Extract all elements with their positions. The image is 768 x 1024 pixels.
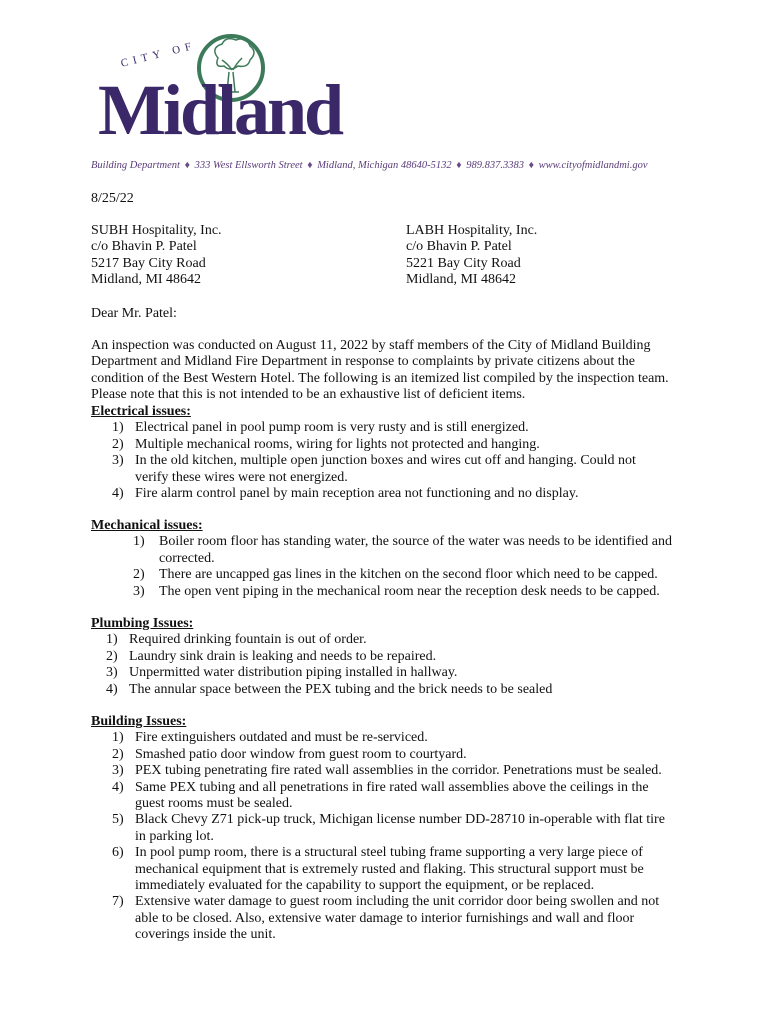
city-of-label: CITY OF (119, 39, 198, 70)
list-item: 3) PEX tubing penetrating fire rated wall assemblies in the corridor. Penetrations must be sealed. (112, 763, 662, 779)
mechanical-section (91, 518, 691, 600)
street-address: 333 West Ellsworth Street (194, 160, 303, 171)
list-item: 4) The annular space between the PEX tubing and the brick needs to be sealed (106, 681, 553, 697)
issue-list (91, 632, 691, 698)
city-name-wordmark: Midland (98, 70, 342, 150)
bullet-icon: ♦ (456, 160, 462, 171)
section-heading: Building Issues: (91, 714, 187, 729)
list-item: 2) Smashed patio door window from guest room to courtyard. (112, 746, 467, 762)
letterhead-contact-line (91, 160, 731, 171)
website-link[interactable]: www.cityofmidlandmi.gov (538, 160, 648, 171)
city-state-zip: Midland, Michigan 48640-5132 (317, 160, 452, 171)
list-item: 2) Laundry sink drain is leaking and needs to be repaired. (106, 648, 437, 664)
list-item: 5) Black Chevy Z71 pick-up truck, Michigan license number DD-28710 in-operable with flat tire in parking lot. (112, 812, 665, 844)
section-heading: Electrical issues: (91, 404, 191, 419)
recipient-line: Midland, MI 48642 (406, 272, 517, 288)
list-item: 1) Electrical panel in pool pump room is very rusty and is still energized. (112, 420, 529, 436)
list-item: 1) Boiler room floor has standing water, the source of the water was needs to be identified and corrected. (133, 534, 673, 566)
recipient-line: c/o Bhavin P. Patel (406, 239, 512, 255)
issue-list (91, 730, 691, 943)
list-item: 3) The open vent piping in the mechanical room near the reception desk needs to be capped. (133, 583, 660, 599)
recipient-address-left (91, 223, 391, 289)
list-item: 1) Fire extinguishers outdated and must be re-serviced. (112, 730, 428, 746)
department-name: Building Department (91, 160, 180, 171)
phone-number: 989.837.3383 (466, 160, 524, 171)
list-item: 3) In the old kitchen, multiple open junction boxes and wires cut off and hanging. Could not verify these wires were not energized. (112, 453, 636, 485)
list-item: 1) Required drinking fountain is out of order. (106, 632, 367, 648)
list-item: 7) Extensive water damage to guest room including the unit corridor door being swollen and not able to be closed. Also, extensive water damage to interior furnishings and wall and floor coverings inside the unit. (112, 894, 660, 943)
letter-date: 8/25/22 (91, 191, 134, 206)
issue-list (91, 420, 691, 502)
issue-list (91, 534, 691, 600)
bullet-icon: ♦ (184, 160, 190, 171)
intro-paragraph: An inspection was conducted on August 11, 2022 by staff members of the City of Midland Building Department and Midland Fire Department in response to complaints by private citizens about the condition of the Best Western Hotel. The following is an itemized list compiled by the inspection team. Please note that this is not intended to be an exhaustive list of deficient items. (91, 338, 669, 403)
list-item: 3) Unpermitted water distribution piping installed in hallway. (106, 665, 458, 681)
list-item: 2) Multiple mechanical rooms, wiring for lights not protected and hanging. (112, 436, 540, 452)
recipient-address-right (406, 223, 537, 289)
recipient-line: 5217 Bay City Road (91, 255, 206, 271)
list-item: 2) There are uncapped gas lines in the kitchen on the second floor which need to be capped. (133, 567, 658, 583)
recipient-line: Midland, MI 48642 (91, 272, 202, 288)
recipient-line: SUBH Hospitality, Inc. (91, 223, 222, 238)
recipient-line: c/o Bhavin P. Patel (91, 239, 197, 255)
recipient-line: LABH Hospitality, Inc. (406, 223, 538, 238)
recipient-line: 5221 Bay City Road (406, 255, 521, 271)
list-item: 6) In pool pump room, there is a structural steel tubing frame supporting a very large piece of mechanical equipment that is extremely rusted and flaking. This structural support must be immediately evaluated for the capability to support the equipment, or be replaced. (112, 845, 644, 894)
electrical-section (91, 404, 691, 502)
bullet-icon: ♦ (307, 160, 313, 171)
salutation: Dear Mr. Patel: (91, 306, 177, 321)
section-heading: Mechanical issues: (91, 518, 203, 533)
bullet-icon: ♦ (528, 160, 534, 171)
building-section (91, 714, 691, 944)
list-item: 4) Same PEX tubing and all penetrations in fire rated wall assemblies above the ceilings in the guest rooms must be sealed. (112, 779, 649, 812)
plumbing-section (91, 616, 691, 698)
list-item: 4) Fire alarm control panel by main reception area not functioning and no display. (112, 486, 579, 502)
section-heading: Plumbing Issues: (91, 616, 194, 631)
